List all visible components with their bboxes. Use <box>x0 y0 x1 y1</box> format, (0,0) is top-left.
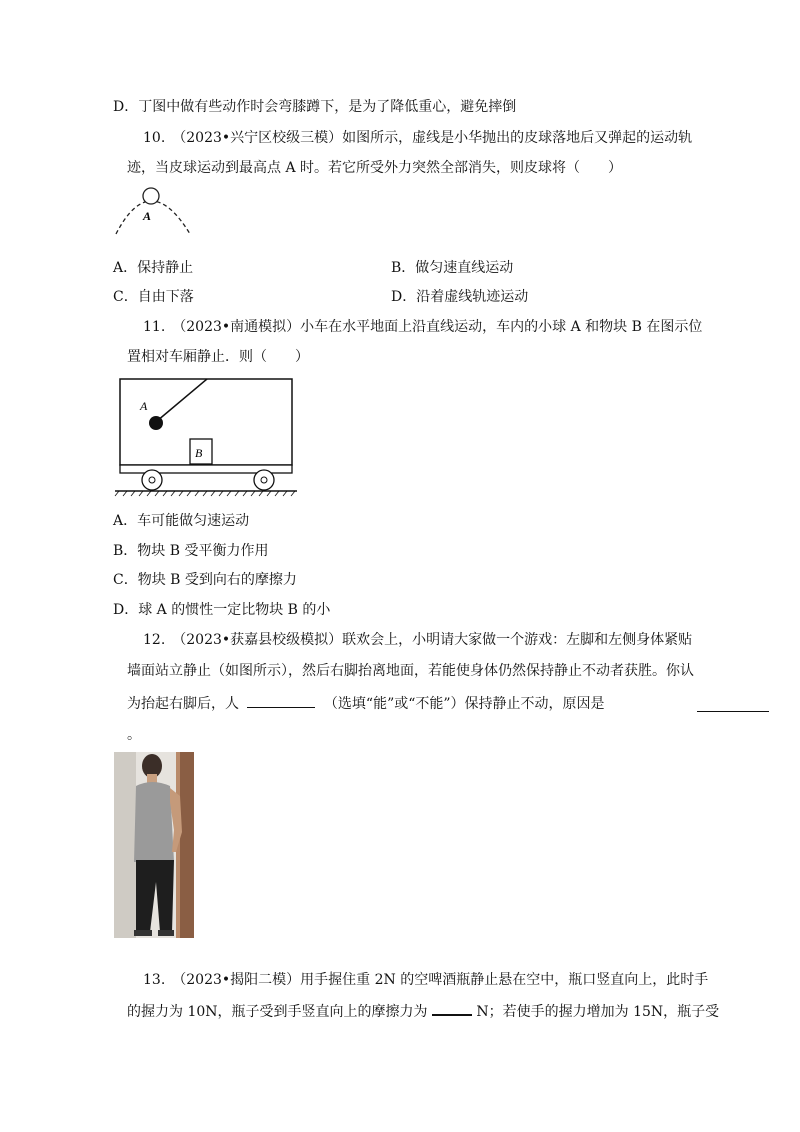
q12-photo-person-against-wall <box>114 752 194 938</box>
q11-option-c: C．物块 B 受到向右的摩擦力 <box>113 572 297 588</box>
q11-figure-cart <box>115 375 300 500</box>
q11-figure-label-b: B <box>195 446 203 460</box>
q11-figure-label-a: A <box>140 399 148 413</box>
q11-option-d: D．球 A 的惯性一定比物块 B 的小 <box>113 602 331 618</box>
q12-answer-blank-1[interactable] <box>247 693 315 708</box>
q12-answer-blank-2[interactable] <box>697 697 769 712</box>
q10-option-c: C．自由下落 <box>113 289 194 305</box>
q11-ball-a <box>149 416 163 430</box>
q10-ball <box>143 188 159 204</box>
q10-dashed-trajectory <box>116 201 190 234</box>
q13-line2-prefix: 的握力为 10N，瓶子受到手竖直向上的摩擦力为 <box>127 1004 428 1020</box>
q11-option-a: A．车可能做匀速运动 <box>113 513 250 529</box>
q12-stem-line1: 12. （2023•获嘉县校级模拟）联欢会上，小明请大家做一个游戏：左脚和左侧身体紧贴 <box>143 632 693 648</box>
q10-stem-line2: 迹，当皮球运动到最高点 A 时。若它所受外力突然全部消失，则皮球将（ ） <box>127 160 623 176</box>
q10-option-b: B．做匀速直线运动 <box>391 260 514 276</box>
q10-option-d: D．沿着虚线轨迹运动 <box>391 289 529 305</box>
q13-answer-blank-1[interactable] <box>432 1000 472 1016</box>
q11-option-b: B．物块 B 受平衡力作用 <box>113 543 269 559</box>
q11-stem-line2: 置相对车厢静止．则（ ） <box>127 349 309 365</box>
q12-stem-line3 <box>127 693 605 714</box>
q13-stem-line2 <box>127 1000 719 1022</box>
q10-option-a: A．保持静止 <box>113 260 194 276</box>
q12-line3-middle: （选填“能”或“不能”）保持静止不动，原因是 <box>323 696 605 712</box>
q10-figure-label-a: A <box>143 209 152 223</box>
q12-line3-prefix: 为抬起右脚后，人 <box>127 696 239 712</box>
q13-line2-suffix: N；若使手的握力增加为 15N，瓶子受 <box>476 1004 720 1020</box>
q12-stem-line4: 。 <box>127 727 141 743</box>
q10-figure-ball-trajectory <box>110 182 200 240</box>
q12-photo-wall <box>114 752 136 938</box>
q12-photo-tank-top <box>134 782 174 862</box>
q11-stem-line1: 11. （2023•南通模拟）小车在水平地面上沿直线运动，车内的小球 A 和物块 B 在图示位 <box>143 319 703 335</box>
q10-stem-line1: 10. （2023•兴宁区校级三模）如图所示，虚线是小华抛出的皮球落地后又弹起的运动轨 <box>143 130 693 146</box>
q13-stem-line1: 13. （2023•揭阳二模）用手握住重 2N 的空啤酒瓶静止悬在空中，瓶口竖直向上，此时手 <box>143 972 709 988</box>
q9-option-d: D．丁图中做有些动作时会弯膝蹲下，是为了降低重心，避免摔倒 <box>113 99 517 115</box>
q12-stem-line2: 墙面站立静止（如图所示），然后右脚抬离地面，若能使身体仍然保持静止不动者获胜。你认 <box>127 663 694 679</box>
